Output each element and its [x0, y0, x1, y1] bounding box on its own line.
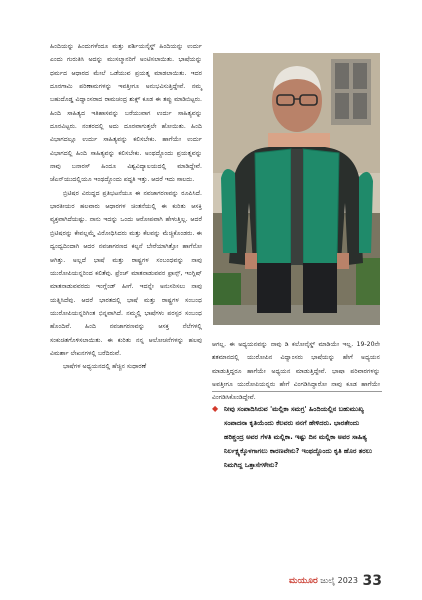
paragraph: ಆಗಲ್ಲ. ಈ ಅಧ್ಯಯನವನ್ನು ನಾವು ಡಿ ಕಲೋನೈಸ್ಡ್ ಮಾಡಿಯೇ ಇಲ್ಲ. 19-20ನೇ ಶತಮಾನದಲ್ಲಿ ಯುರೋಪಿನ ವಿದ್ವಾಂಸರು ಭಾಷೆಯನ್ನು ಹೇಗೆ ಅಧ್ಯಯನ ಮಾಡುತ್ತಿದ್ದರೂ ಹಾಗೆಯೇ ಅಧ್ಯಯನ ಮಾಡುತ್ತಿದ್ದೇವೆ. ಭಾಷಾ ಪರಿವಾರಗಳನ್ನು ಅವತ್ತೀಗೂ ಯುರೋಪಿಯನ್ನರು ಹೇಗೆ ವಿಂಗಡಿಸಿದ್ದಾರೋ ನಾವು ಕೂಡ ಹಾಗೆಯೇ ವಿಂಗಡಿಸಿಕೊಂಡಿದ್ದೇವೆ.: [212, 341, 380, 402]
diamond-bullet-icon: ◆: [212, 404, 219, 413]
article-left-column: [50, 40, 202, 562]
paragraph: ಭಾಷೆಗಳ ಅಧ್ಯಯನದಲ್ಲಿ ಹೆಚ್ಚಿನ ಸುಧಾರಣೆ: [63, 363, 147, 371]
author-portrait-photo: [213, 53, 380, 325]
article-right-column: [212, 338, 380, 405]
question-text: ನೀವು ಸಂಪಾದಿಸಿರುವ 'ಮಲ್ಲಿಕಾ ಸಮಗ್ರ' ಹಿಂದಿಯಲ್ಲಿನ ಬಹುಮುಖ್ಯ ಸಂಪಾದನಾ ಕೃತಿಯೆಂದು ಕೆಲವರು ನನಗೆ ಹೇಳಿದರು. ಭಾರತೇಂದು ಹರಿಶ್ಚಂದ್ರ ಅವರ ಗೆಳತಿ ಮಲ್ಲಿಕಾ. ಇಷ್ಟು ದಿನ ಮಲ್ಲಿಕಾ ಅವರ ಸಾಹಿತ್ಯ ನಿರ್ಲಕ್ಷ್ಯಕ್ಕೊಳಗಾಗಲು ಕಾರಣವೇನು? ಇಂಥದ್ದೊಂದು ಕೃತಿ ಹೊರ ತರಲು ನಿಮಗಿದ್ದ ಒತ್ತಾಸೆಗಳೇನು?: [224, 405, 373, 469]
magazine-name: ಮಯೂರ: [289, 576, 318, 586]
portrait-illustration: [213, 53, 380, 325]
page-footer: [289, 573, 382, 589]
issue-date: ಜುಲೈ 2023: [320, 576, 358, 585]
section-divider: [212, 391, 382, 392]
paragraph: ಬ್ರಿಟಿಷರ ವಿರುದ್ಧದ ಪ್ರತಿಭಟನೆಯೂ ಈ ನವಜಾಗರಣವನ್ನು ರೂಪಿಸಿದೆ. ಭಾರತೀಯರ ಹಲವಾರು ಆಧಾರಗಳ ಚಿಂತನೆಯಲ್ಲಿ ಈ ಕುರಿತು ಆಸಕ್ತಿ ವ್ಯಕ್ತವಾಗಿದೆಯಷ್ಟು. ನಾನು ಇದನ್ನು ಒಂದು ಆರೋಪವಾಗಿ ಹೇಳುತ್ತಿಲ್ಲ. ಆದರೆ ಬ್ರಿಟಿಷರನ್ನು ಕೇವಲ್ಲಮ್ಮೆ ವಿರೋಧಿಸಿದರು ಮತ್ತು ಕೆಲವನ್ನು ಮೆಚ್ಚಿಕೊಂಡರು. ಈ ದ್ವಂದ್ವದಿಂದಾಗಿ ಆದರ ನವಜಾಗರಣದ ಕಲ್ಪನೆ ಬೇರೆಯಾಗಿತ್ತೋ ಹಾಗೆನೋ ಆಗಿತ್ತು. ಅಲ್ಲದೆ ಭಾಷೆ ಮತ್ತು ರಾಷ್ಟ್ರಗಳ ಸಂಬಂಧವನ್ನು ನಾವು ಯುರೋಪಿಯನ್ನರಿಂದ ಕಲಿತೆವು. ಫ್ರೆಂಚ್ ಮಾತನಾಡುವವರ ಫ್ರಾನ್ಸ್, ಇಂಗ್ಲಿಷ್ ಮಾತನಾಡುವವರದು ಇಂಗ್ಲೆಂಡ್ ಹೀಗೆ. ಇದನ್ನೇ ಅನುಸರಿಸಲು ನಾವು ಯತ್ನಿಸಿದೆವು. ಆದರೆ ಭಾರತದಲ್ಲಿ ಭಾಷೆ ಮತ್ತು ರಾಷ್ಟ್ರಗಳ ಸಂಬಂಧ ಯುರೋಪಿಯನ್ನರಿಗಿಂತ ಭಿನ್ನವಾಗಿದೆ. ನಮ್ಮಲ್ಲಿ ಭಾಷೆಗಳು ಪರಸ್ಪರ ಸಂಬಂಧ ಹೊಂದಿವೆ. ಹಿಂದಿ ನವಜಾಗರಣವನ್ನು ಆಸಕ್ತ ನೆಲೆಗಳಲ್ಲಿ ಸಂಕುಚಿತಗೊಳಿಸಲಾಯಿತು. ಈ ಕುರಿತು ನನ್ನ ಆಲೋಚನೆಗಳನ್ನು ಹಲವು ವಿಮರ್ಶಾ ಲೇಖನಗಳಲ್ಲಿ ಬರೆದಿರುವೆ.: [50, 189, 202, 357]
page-number: 33: [362, 573, 382, 589]
paragraph: ಹಿಂದಿಯನ್ನು ಹಿಂದುಗಳೆಂದೂ ಮತ್ತು ಪರ್ಶಿಯನೈಸ್ಡ್ ಹಿಂದಿಯನ್ನು ಉರ್ದು ಎಂದು ಗುರುತಿಸಿ ಅದನ್ನು ಮುಸಲ್ಮಾನರಿಗೆ ಅಂಟಿಸಲಾಯಿತು. ಭಾಷೆಯನ್ನು ಧರ್ಮದ ಆಧಾರದ ಮೇಲೆ ಒಡೆಯುವ ಪ್ರಯತ್ನ ಮಾಡಲಾಯಿತು. ಇದರ ದೂರಗಾಮಿ ಪರಿಣಾಮಗಳನ್ನು ಇವತ್ತೀಗೂ ಅನುಭವಿಸುತ್ತಿದ್ದೇವೆ. ನಮ್ಮ ಬಹುದೊಡ್ಡ ವಿದ್ವಾಂಸರಾದ ರಾಮಚಂದ್ರ ಶುಕ್ಲ್ ಕೂಡ ಈ ತಪ್ಪು ಮಾಡಿಬಿಟ್ಟರು. ಹಿಂದಿ ಸಾಹಿತ್ಯದ ಇತಿಹಾಸವನ್ನು ಬರೆಯುವಾಗ ಉರ್ದು ಸಾಹಿತ್ಯವನ್ನು ದೂರವಿಟ್ಟರು. ನಂತರದಲ್ಲಿ ಅದು ದೂರವಾಗುತ್ತಲೇ ಹೋಯಿತು. ಹಿಂದಿ ವಿಭಾಗದಲ್ಲೂ ಉರ್ದು ಸಾಹಿತ್ಯವನ್ನು ಕಲಿಸಬೇಕು. ಹಾಗೆಯೇ ಉರ್ದು ವಿಭಾಗದಲ್ಲಿ ಹಿಂದಿ ಸಾಹಿತ್ಯವನ್ನು ಕಲಿಸಬೇಕು. ಅಂಥದ್ದೊಂದು ಪ್ರಯತ್ನವನ್ನು ನಾವು ಬನಾರಸ್ ಹಿಂದೂ ವಿಶ್ವವಿದ್ಯಾಲಯದಲ್ಲಿ ಮಾಡಿದ್ದೇವೆ. ಜೆಎನ್‌ಯುದಲ್ಲಿಯೂ ಇಂಥದ್ದೊಂದು ಪದ್ಧತಿ ಇತ್ತು. ಆದರೆ ಇದು ಸಾಲದು.: [50, 43, 202, 184]
interview-question: [212, 402, 380, 472]
